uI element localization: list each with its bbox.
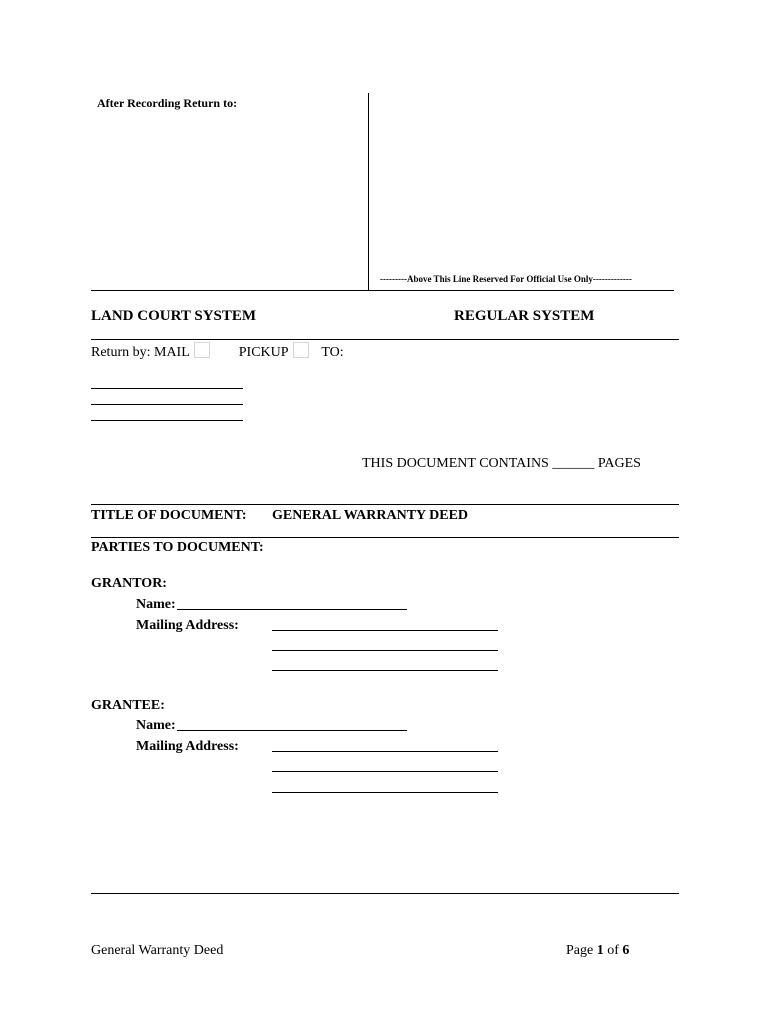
title-of-document-label: TITLE OF DOCUMENT:: [91, 508, 247, 523]
after-recording-label: After Recording Return to:: [97, 96, 238, 110]
title-top-divider: [91, 504, 679, 505]
grantee-name-field[interactable]: [177, 730, 407, 731]
grantor-address-label: Mailing Address:: [136, 618, 239, 633]
grantor-name-field[interactable]: [177, 609, 407, 610]
page-count-line: THIS DOCUMENT CONTAINS ______ PAGES: [362, 456, 641, 471]
regular-system-label: REGULAR SYSTEM: [454, 308, 595, 324]
footer-divider: [91, 893, 679, 894]
page-prefix: Page: [566, 943, 594, 958]
page-current: 1: [596, 943, 604, 958]
grantor-name-label: Name:: [136, 597, 176, 612]
grantor-address-line-3[interactable]: [272, 670, 498, 671]
grantor-address-line-1[interactable]: [272, 630, 498, 631]
grantee-address-line-3[interactable]: [272, 792, 498, 793]
return-to-label: TO:: [321, 345, 344, 360]
footer-page-number: [566, 943, 629, 959]
page-of: of: [607, 943, 619, 958]
land-court-system-label: LAND COURT SYSTEM: [91, 308, 257, 324]
recording-box-bottom-right: [368, 290, 674, 291]
title-bottom-divider: [91, 537, 679, 538]
grantee-address-line-2[interactable]: [272, 771, 498, 772]
grantee-heading: GRANTEE:: [91, 698, 165, 713]
grantee-name-label: Name:: [136, 718, 176, 733]
return-address-line-3[interactable]: [91, 420, 243, 421]
pickup-label: PICKUP: [238, 345, 289, 360]
pickup-checkbox[interactable]: [293, 342, 309, 358]
recording-box-divider: [368, 93, 369, 290]
recording-box-bottom-left: [91, 290, 368, 291]
return-address-line-1[interactable]: [91, 388, 243, 389]
footer-document-name: General Warranty Deed: [91, 943, 224, 958]
reserved-line-note: ---------Above This Line Reserved For Official Use Only-------------: [380, 274, 632, 284]
system-divider: [91, 339, 679, 340]
return-by-row: [91, 342, 344, 361]
grantee-address-label: Mailing Address:: [136, 739, 239, 754]
page-total: 6: [622, 943, 630, 958]
return-address-line-2[interactable]: [91, 404, 243, 405]
grantor-heading: GRANTOR:: [91, 576, 167, 591]
mail-checkbox[interactable]: [194, 342, 210, 358]
return-by-mail-label: Return by: MAIL: [91, 345, 190, 360]
title-of-document-value: GENERAL WARRANTY DEED: [272, 508, 469, 523]
parties-label: PARTIES TO DOCUMENT:: [91, 540, 264, 555]
grantee-address-line-1[interactable]: [272, 751, 498, 752]
grantor-address-line-2[interactable]: [272, 650, 498, 651]
